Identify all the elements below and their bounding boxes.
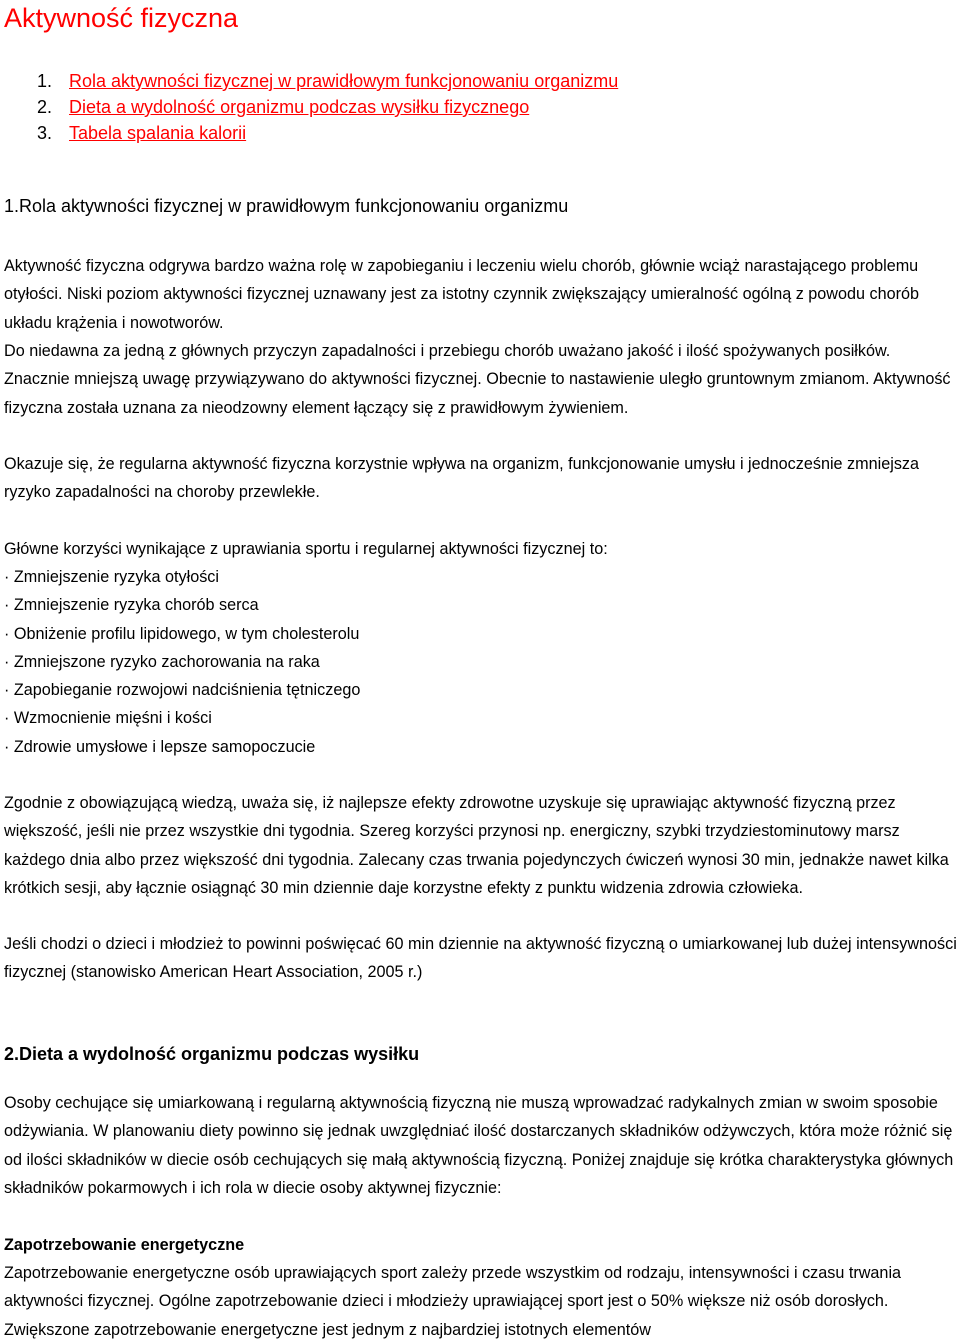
section-1-heading: 1.Rola aktywności fizycznej w prawidłowym funkcjonowaniu organizmu bbox=[4, 196, 569, 216]
list-item: · Zdrowie umysłowe i lepsze samopoczucie bbox=[4, 737, 316, 756]
list-item: · Zmniejszenie ryzyka otyłości bbox=[4, 568, 219, 586]
toc-link-role-of-activity[interactable]: Rola aktywności fizycznej w prawidłowym funkcjonowaniu organizmu bbox=[69, 71, 619, 91]
subheading-energy-demand: Zapotrzebowanie energetyczne bbox=[4, 1236, 245, 1254]
page-title: Aktywność fizyczna bbox=[4, 3, 239, 33]
list-item: · Wzmocnienie mięśni i kości bbox=[4, 709, 212, 728]
section-1-paragraph: Zgodnie z obowiązującą wiedzą, uważa się, iż najlepsze efekty zdrowotne uzyskuje się uprawiając aktywność fizyczną przez większość, jeśli nie przez wszystkie dni tygodnia. Szereg korzyści przynosi np. energiczny, szybki trzydziestominutowy marsz każdego dnia albo przez większość dni tygodnia. Zalecany czas trwania pojedynczych ćwiczeń wynosi 30 min, jednakże nawet kilka krótkich sesji, aby łącznie osiągnąć 30 min dziennie daje korzystne efekty z punktu widzenia zdrowia człowieka. bbox=[4, 794, 949, 897]
benefits-intro: Główne korzyści wynikające z uprawiania sportu i regularnej aktywności fizycznej to: bbox=[4, 540, 608, 558]
section-1-paragraph: Jeśli chodzi o dzieci i młodzież to powinni poświęcać 60 min dziennie na aktywność fizyczną o umiarkowanej lub dużej intensywności fizycznej (stanowisko American Heart Association, 2005 r.) bbox=[4, 935, 957, 982]
list-item: · Zmniejszone ryzyko zachorowania na raka bbox=[4, 652, 320, 671]
toc-number: 3. bbox=[37, 123, 53, 143]
section-2-heading: 2.Dieta a wydolność organizmu podczas wysiłku bbox=[4, 1044, 420, 1064]
section-1-paragraph: Aktywność fizyczna odgrywa bardzo ważna rolę w zapobieganiu i leczeniu wielu chorób, głównie wciąż narastającego problemu otyłości. Niski poziom aktywności fizycznej uznawany jest za istotny czynnik zwiększający umieralność ogólną z powodu chorób układu krążenia i nowotworów. bbox=[4, 257, 919, 332]
benefits-list bbox=[4, 563, 360, 761]
list-item: · Obniżenie profilu lipidowego, w tym cholesterolu bbox=[4, 624, 360, 643]
toc-link-calorie-table[interactable]: Tabela spalania kalorii bbox=[69, 123, 247, 143]
toc-number: 1. bbox=[37, 71, 53, 91]
section-1-paragraph: Do niedawna za jedną z głównych przyczyn zapadalności i przebiegu chorób uważano jakość i ilość spożywanych posiłków. Znacznie mniejszą uwagę przywiązywano do aktywności fizycznej. Obecnie to nastawienie uległo gruntownym zmianom. Aktywność fizyczna została uznana za nieodzowny element łączący się z prawidłowym żywieniem. bbox=[4, 342, 951, 417]
section-1-paragraph: Okazuje się, że regularna aktywność fizyczna korzystnie wpływa na organizm, funkcjonowanie umysłu i jednocześnie zmniejsza ryzyko zapadalności na choroby przewlekłe. bbox=[4, 455, 920, 502]
list-item: · Zmniejszenie ryzyka chorób serca bbox=[4, 596, 259, 615]
list-item: · Zapobieganie rozwojowi nadciśnienia tętniczego bbox=[4, 681, 361, 700]
section-2-paragraph: Osoby cechujące się umiarkowaną i regularną aktywnością fizyczną nie muszą wprowadzać radykalnych zmian w swoim sposobie odżywiania. W planowaniu diety powinno się jednak uwzględniać ilość dostarczanych składników odżywczych, która może różnić się od ilości składników w diecie osób cechujących się małą aktywnością fizyczną. Poniżej znajduje się krótka charakterystyka głównych składników pokarmowych i ich rola w diecie osoby aktywnej fizycznie: bbox=[4, 1094, 954, 1197]
toc-link-diet-and-performance[interactable]: Dieta a wydolność organizmu podczas wysiłku fizycznego bbox=[69, 97, 530, 117]
toc-number: 2. bbox=[37, 97, 53, 117]
section-2-paragraph: Zapotrzebowanie energetyczne osób uprawiających sport zależy przede wszystkim od rodzaju, intensywności i czasu trwania aktywności fizycznej. Ogólne zapotrzebowanie dzieci i młodzieży uprawiającej sport jest o 50% większe niż osób dorosłych. Zwiększone zapotrzebowanie energetyczne jest jednym z najbardziej istotnych elementów bbox=[4, 1264, 902, 1339]
